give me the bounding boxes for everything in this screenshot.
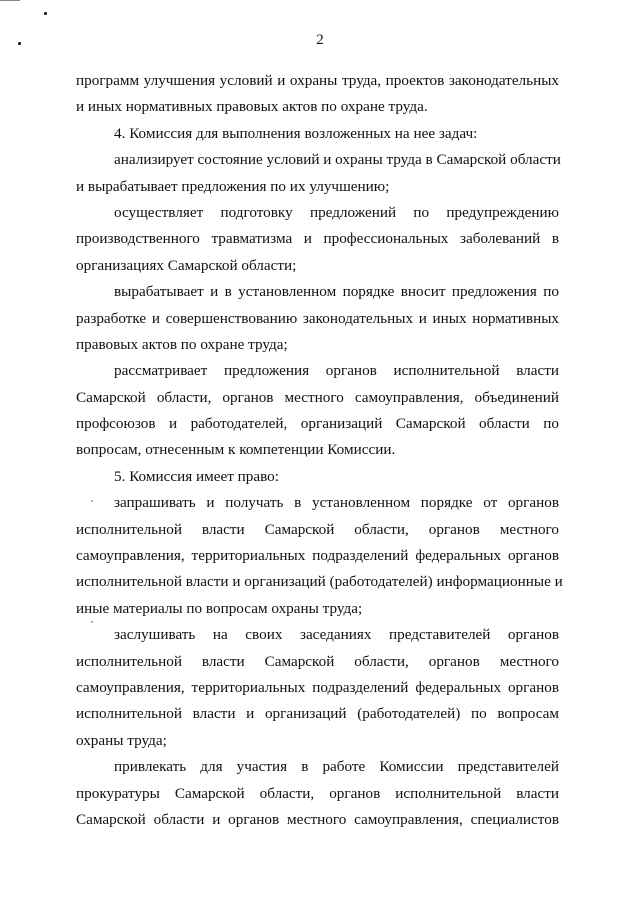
text-line: и вырабатывает предложения по их улучшению; <box>76 177 390 195</box>
scan-artifact-dot <box>44 12 47 15</box>
text-line: прокуратуры Самарской области, органов исполнительной власти <box>76 784 559 802</box>
text-line: охраны труда; <box>76 731 167 749</box>
text-line: исполнительной власти и организаций (работодателей) по вопросам <box>76 705 559 723</box>
text-line: профсоюзов и работодателей, организаций Самарской области по <box>76 415 559 433</box>
page-number: 2 <box>316 32 324 48</box>
text-line: запрашивать и получать в установленном порядке от органов <box>114 494 559 512</box>
text-line: вырабатывает и в установленном порядке вносит предложения по <box>114 283 559 301</box>
text-line: анализирует состояние условий и охраны труда в Самарской области <box>114 151 561 169</box>
text-line: заслушивать на своих заседаниях представителей органов <box>114 626 559 644</box>
text-line: исполнительной власти Самарской области, органов местного <box>76 520 559 538</box>
document-body <box>76 68 563 833</box>
scan-artifact-dot <box>18 42 21 45</box>
text-line: организациях Самарской области; <box>76 256 297 274</box>
text-line: Самарской области и органов местного самоуправления, специалистов <box>76 810 559 828</box>
text-line: разработке и совершенствованию законодательных и иных нормативных <box>76 309 559 327</box>
text-line: рассматривает предложения органов исполнительной власти <box>114 362 559 380</box>
text-line: правовых актов по охране труда; <box>76 335 288 353</box>
text-line: Самарской области, органов местного самоуправления, объединений <box>76 388 559 406</box>
text-line: и иных нормативных правовых актов по охране труда. <box>76 98 428 116</box>
text-line: привлекать для участия в работе Комиссии представителей <box>114 758 559 776</box>
text-line: программ улучшения условий и охраны труда, проектов законодательных <box>76 72 559 89</box>
text-line: иные материалы по вопросам охраны труда; <box>76 599 363 617</box>
text-line: производственного травматизма и профессиональных заболеваний в <box>76 230 559 248</box>
text-line: вопросам, отнесенным к компетенции Комиссии. <box>76 441 396 459</box>
text-line: исполнительной власти Самарской области, органов местного <box>76 652 559 670</box>
text-line: самоуправления, территориальных подразделений федеральных органов <box>76 678 559 696</box>
text-line: осуществляет подготовку предложений по предупреждению <box>114 203 559 221</box>
scan-artifact-line <box>0 0 20 1</box>
text-line: 5. Комиссия имеет право: <box>114 467 279 485</box>
text-line: самоуправления, территориальных подразделений федеральных органов <box>76 547 559 565</box>
text-line: 4. Комиссия для выполнения возложенных на нее задач: <box>114 124 478 142</box>
text-line: исполнительной власти и организаций (работодателей) информационные и <box>76 573 563 591</box>
